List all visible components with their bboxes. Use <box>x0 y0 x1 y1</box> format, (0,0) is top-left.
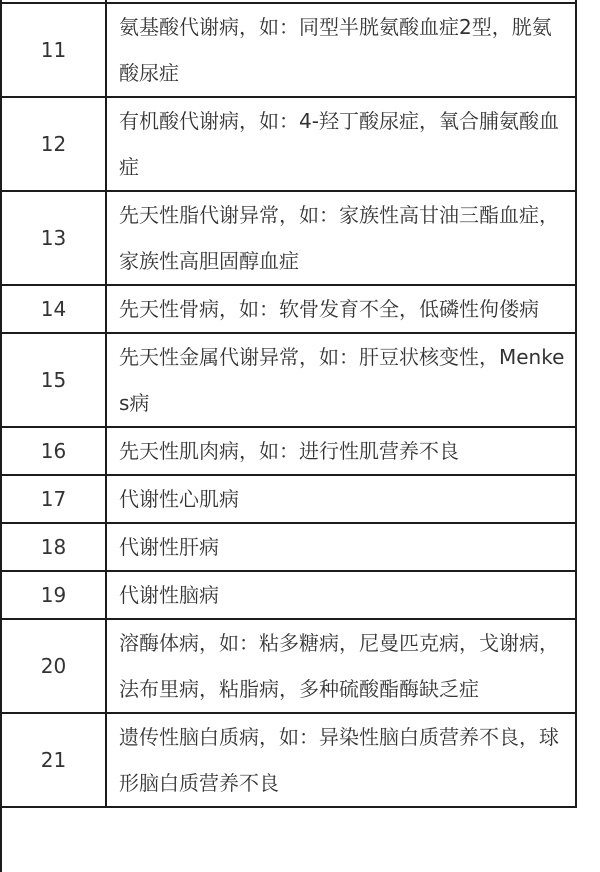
row-description-cell: 代谢性肝病 <box>106 523 576 571</box>
table-row <box>1 475 576 523</box>
row-number-cell: 21 <box>1 713 106 807</box>
row-description-cell: 代谢性心肌病 <box>106 475 576 523</box>
row-number-cell: 20 <box>1 619 106 713</box>
row-description-cell: 氨基酸代谢病，如：同型半胱氨酸血症2型，胱氨酸尿症 <box>106 3 576 97</box>
row-number-cell: 18 <box>1 523 106 571</box>
row-number-cell: 15 <box>1 333 106 427</box>
row-description-cell: 代谢性脑病 <box>106 571 576 619</box>
row-description-cell: 先天性肌肉病，如：进行性肌营养不良 <box>106 427 576 475</box>
row-description-cell: 先天性骨病，如：软骨发育不全，低磷性佝偻病 <box>106 285 576 333</box>
table-row <box>1 523 576 571</box>
row-number-cell: 14 <box>1 285 106 333</box>
table-row <box>1 571 576 619</box>
table-row <box>1 713 576 807</box>
row-number-cell: 13 <box>1 191 106 285</box>
row-number-cell: 12 <box>1 97 106 191</box>
row-description-cell: 先天性金属代谢异常，如：肝豆状核变性，Menkes病 <box>106 333 576 427</box>
table-left-border <box>0 0 2 872</box>
row-number-cell: 17 <box>1 475 106 523</box>
table-row <box>1 3 576 97</box>
row-description-cell: 先天性脂代谢异常，如：家族性高甘油三酯血症，家族性高胆固醇血症 <box>106 191 576 285</box>
table-row <box>1 97 576 191</box>
table-row <box>1 427 576 475</box>
row-description-cell: 遗传性脑白质病，如：异染性脑白质营养不良，球形脑白质营养不良 <box>106 713 576 807</box>
table-row <box>1 285 576 333</box>
table-row <box>1 333 576 427</box>
row-number-cell: 16 <box>1 427 106 475</box>
row-description-cell: 有机酸代谢病，如：4-羟丁酸尿症，氧合脯氨酸血症 <box>106 97 576 191</box>
row-number-cell: 11 <box>1 3 106 97</box>
table-row <box>1 191 576 285</box>
row-description-cell: 溶酶体病，如：粘多糖病，尼曼匹克病，戈谢病，法布里病，粘脂病，多种硫酸酯酶缺乏症 <box>106 619 576 713</box>
row-number-cell: 19 <box>1 571 106 619</box>
table-row <box>1 619 576 713</box>
